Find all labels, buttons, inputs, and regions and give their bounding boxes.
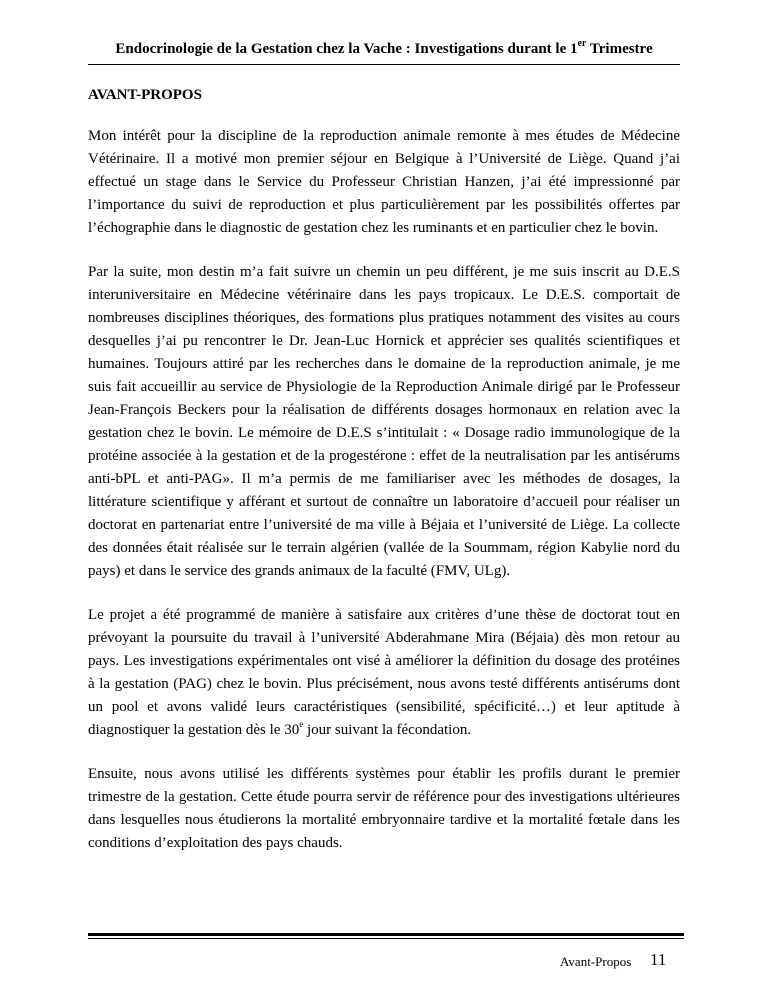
paragraph-3-text: Le projet a été programmé de manière à satisfaire aux critères d’une thèse de doctorat tout en prévoyant la poursuite du travail à l’université Abderahmane Mira (Béjaia) dès mon retour au pays. Les investigations expérimentales ont visé à améliorer la définition du dosage des protéines à la gestation (PAG) chez le bovin. Plus précisément, nous avons testé différents antisérums dont un pool et avons validé leurs caractéristiques (sensibilité, spécificité…) et leur aptitude à diagnostiquer la gestation dès le 30	[88, 607, 680, 738]
header-title-end: Trimestre	[586, 41, 653, 57]
header-title-main: Endocrinologie de la Gestation chez la Vache : Investigations durant le 1	[115, 41, 578, 57]
footer-rule-thick	[88, 933, 684, 936]
body-text	[88, 125, 680, 876]
paragraph-3-superscript: e	[299, 719, 304, 729]
section-title: AVANT-PROPOS	[88, 87, 202, 103]
page-number: 11	[650, 950, 667, 969]
header-rule	[88, 64, 680, 65]
paragraph-4: Ensuite, nous avons utilisé les différents systèmes pour établir les profils durant le premier trimestre de la gestation. Cette étude pourra servir de référence pour des investigations ultérieures dans lesquelles nous étudierons la mortalité embryonnaire tardive et la mortalité fœtale dans les conditions d’exploitation des pays chauds.	[88, 766, 680, 851]
header-title-superscript: er	[577, 38, 587, 49]
footer-section-label: Avant-Propos	[560, 954, 632, 969]
paragraph-2: Par la suite, mon destin m’a fait suivre un chemin un peu différent, je me suis inscrit au D.E.S interuniversitaire en Médecine vétérinaire dans les pays tropicaux. Le D.E.S. comportait de nombreuses disciplines théoriques, des formations plus pratiques notamment des visites au cours desquelles j’ai pu rencontrer le Dr. Jean-Luc Hornick et apprécier ses qualités scientifiques et humaines. Toujours attiré par les recherches dans le domaine de la reproduction animale, je me suis fait accueillir au service de Physiologie de la Reproduction Animale dirigé par le Professeur Jean-François Beckers pour la réalisation de différents dosages hormonaux en relation avec la gestation chez le bovin. Le mémoire de D.E.S s’intitulait : « Dosage radio immunologique de la protéine associée à la gestation et de la progestérone : effet de la neutralisation par les antisérums anti-bPL et anti-PAG». Il m’a permis de me familiariser avec les méthodes de dosages, la littérature scientifique y afférant et surtout de connaître un laboratoire d’accueil pour réaliser un doctorat en partenariat entre l’université de ma ville à Béjaia et l’université de Liège. La collecte des données était réalisée sur le terrain algérien (vallée de la Soummam, région Kabylie nord du pays) et dans le service des grands animaux de la faculté (FMV, ULg).	[88, 264, 680, 579]
paragraph-3-text-end: jour suivant la fécondation.	[303, 722, 472, 738]
paragraph-1: Mon intérêt pour la discipline de la reproduction animale remonte à mes études de Médecine Vétérinaire. Il a motivé mon premier séjour en Belgique à l’Université de Liège. Quand j’ai effectué un stage dans le Service du Professeur Christian Hanzen, j’ai été impressionné par l’importance du suivi de reproduction et plus particulièrement par les possibilités offertes par l’échographie dans le diagnostic de gestation chez les ruminants et en particulier chez le bovin.	[88, 128, 680, 236]
running-header	[88, 40, 680, 58]
footer-rule-thin	[88, 938, 684, 939]
paragraph-3	[88, 604, 680, 742]
